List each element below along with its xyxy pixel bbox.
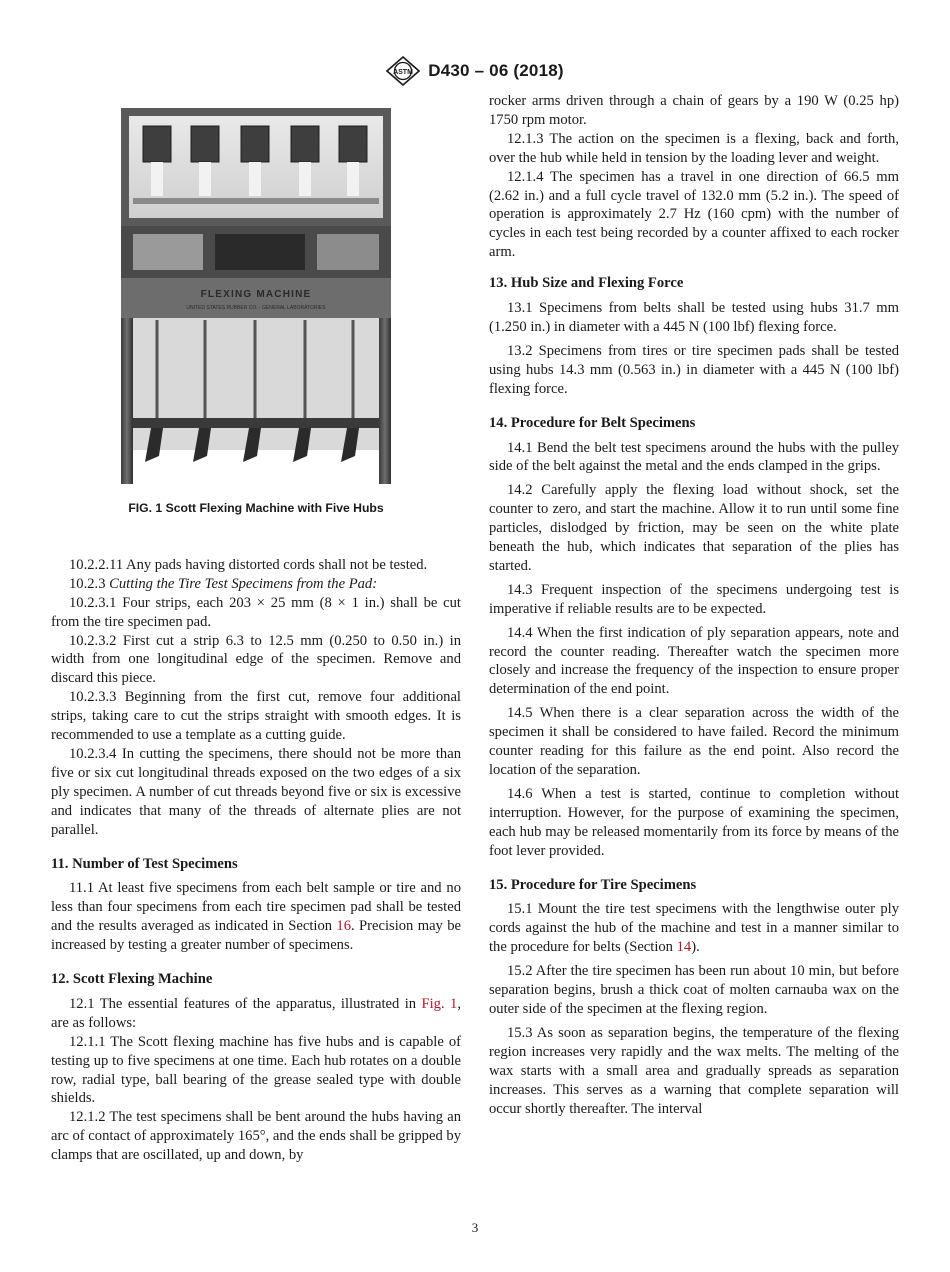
section-heading-14: 14. Procedure for Belt Specimens bbox=[489, 414, 696, 431]
section-heading-13: 13. Hub Size and Flexing Force bbox=[489, 275, 684, 292]
para-text: 12.1 The essential features of the apparatus, illustrated in bbox=[69, 995, 422, 1012]
panel-subtitle: UNITED STATES RUBBER CO. · GENERAL LABORATORIES bbox=[186, 305, 326, 311]
para-14-6: 14.6 When a test is started, continue to completion without interruption. However, for the purpose of examining the specimen, each hub may be released momentarily from its force by means of the foot lever provided. bbox=[489, 785, 899, 859]
para-15-2: 15.2 After the tire specimen has been run about 10 min, but before separation begins, brush a thick coat of molten carnauba wax on the outer side of the specimen at the flexing region. bbox=[489, 963, 899, 1017]
figure-1 bbox=[51, 106, 461, 518]
right-column bbox=[489, 92, 899, 1118]
astm-logo-icon bbox=[386, 56, 420, 86]
para-14-3: 14.3 Frequent inspection of the specimens undergoing test is imperative if reliable results are to be expected. bbox=[489, 581, 899, 617]
section-16-link[interactable]: 16 bbox=[336, 918, 352, 935]
section-heading-12: 12. Scott Flexing Machine bbox=[51, 971, 213, 988]
para-10-2-3-2: 10.2.3.2 First cut a strip 6.3 to 12.5 mm (0.250 to 0.50 in.) in width from one longitudinal edge of the specimen. Remove and discard this piece. bbox=[51, 632, 461, 687]
para-text: , are as follows: bbox=[51, 995, 462, 1031]
page-header bbox=[0, 56, 950, 91]
para-15-3: 15.3 As soon as separation begins, the temperature of the flexing region increases very rapidly and the wax melts. The melting of the wax starts with a small area and gradually spreads as separation increases. This serves as a warning that complete separation will occur shortly thereafter. The interval bbox=[489, 1024, 899, 1117]
para-13-2: 13.2 Specimens from tires or tire specimen pads shall be tested using hubs 14.3 mm (0.563 in.) in diameter with a 445 N (100 lbf) flexing force. bbox=[489, 342, 899, 397]
para-10-2-3-3: 10.2.3.3 Beginning from the first cut, remove four additional strips, taking care to cut the strips straight with smooth edges. It is recommended to use a template as a cutting guide. bbox=[51, 689, 461, 744]
para-12-1-4: 12.1.4 The specimen has a travel in one direction of 66.5 mm (2.62 in.) and a full cycle travel of 132.0 mm (5.2 in.). The speed of operation is approximately 2.7 Hz (160 cpm) with the number of cycles in each test being recorded by a counter affixed to each rocker arm. bbox=[489, 168, 899, 261]
section-heading-15: 15. Procedure for Tire Specimens bbox=[489, 876, 697, 893]
left-column bbox=[51, 92, 461, 1165]
document-designation: D430 – 06 (2018) bbox=[428, 61, 564, 80]
para-10-2-3 bbox=[51, 575, 461, 594]
para-14-1: 14.1 Bend the belt test specimens around the hubs with the pulley side of the belt against the metal and the ends clamped in the grips. bbox=[489, 439, 899, 475]
para-text: . Precision may be increased by testing a greater number of specimens. bbox=[51, 918, 461, 954]
section-14-link[interactable]: 14 bbox=[676, 939, 692, 956]
panel-title: FLEXING MACHINE bbox=[200, 289, 312, 300]
para-14-2: 14.2 Carefully apply the flexing load without shock, set the counter to zero, and start the machine. Allow it to run until some fine particles, dislodged by friction, may be seen on the white plate beneath the hub, which indicates that separation of the plies has started. bbox=[489, 482, 899, 574]
para-12-1-3: 12.1.3 The action on the specimen is a flexing, back and forth, over the hub while held in tension by the loading lever and weight. bbox=[489, 130, 899, 166]
para-10-2-2-11: 10.2.2.11 Any pads having distorted cords shall not be tested. bbox=[69, 556, 428, 573]
para-11-1 bbox=[51, 879, 461, 955]
page-number: 3 bbox=[471, 1220, 479, 1235]
para-continued: rocker arms driven through a chain of gears by a 190 W (0.25 hp) 1750 rpm motor. bbox=[489, 93, 899, 128]
para-15-1 bbox=[489, 900, 899, 957]
para-12-1-1: 12.1.1 The Scott flexing machine has five hubs and is capable of testing up to five specimens at one time. Each hub rotates on a double row, radial type, ball bearing of the grease sealed type with double shields. bbox=[51, 1033, 461, 1107]
logo-text: ASTM bbox=[393, 69, 414, 76]
para-13-1: 13.1 Specimens from belts shall be tested using hubs 31.7 mm (1.250 in.) in diameter with a 445 N (100 lbf) flexing force. bbox=[489, 300, 899, 335]
para-10-2-3-4: 10.2.3.4 In cutting the specimens, there should not be more than five or six cut longitudinal threads exposed on the two edges of a six ply specimen. A number of cut threads beyond five or six is excessive and indicates that many of the threads of alternate plies are not parallel. bbox=[51, 745, 461, 838]
para-14-4: 14.4 When the first indication of ply separation appears, note and record the counter reading. Thereafter watch the specimen more closely and increase the frequency of the inspection to ensure proper determination of the end point. bbox=[489, 624, 899, 698]
scott-flexing-machine-photo bbox=[111, 106, 401, 484]
para-12-1 bbox=[51, 995, 461, 1033]
figure-caption: FIG. 1 Scott Flexing Machine with Five Hubs bbox=[128, 501, 384, 515]
para-number: 10.2.3 bbox=[69, 575, 110, 592]
italic-subheading: Cutting the Tire Test Specimens from the Pad: bbox=[109, 575, 378, 592]
para-12-1-2: 12.1.2 The test specimens shall be bent around the hubs having an arc of contact of approximately 165°, and the ends shall be gripped by clamps that are oscillated, up and down, by bbox=[51, 1109, 461, 1164]
para-14-5: 14.5 When there is a clear separation across the width of the specimen it shall be considered to have failed. Record the minimum counter reading for this failure as the end point. Also record the location of the separation. bbox=[489, 705, 899, 778]
para-text: ). bbox=[691, 939, 700, 956]
para-text: 11.1 At least five specimens from each belt sample or tire and no less than four specimens from each tire specimen pad shall be tested and the results averaged as indicated in Section bbox=[51, 880, 461, 935]
para-10-2-3-1: 10.2.3.1 Four strips, each 203 × 25 mm (8 × 1 in.) shall be cut from the tire specimen pad. bbox=[51, 594, 461, 630]
section-heading-11: 11. Number of Test Specimens bbox=[51, 855, 238, 872]
fig-1-link[interactable]: Fig. 1 bbox=[421, 995, 458, 1012]
header-inner bbox=[386, 56, 564, 86]
para-text: 15.1 Mount the tire test specimens with the lengthwise outer ply cords against the hub of the machine and test in a manner similar to the procedure for belts (Section bbox=[489, 901, 899, 956]
